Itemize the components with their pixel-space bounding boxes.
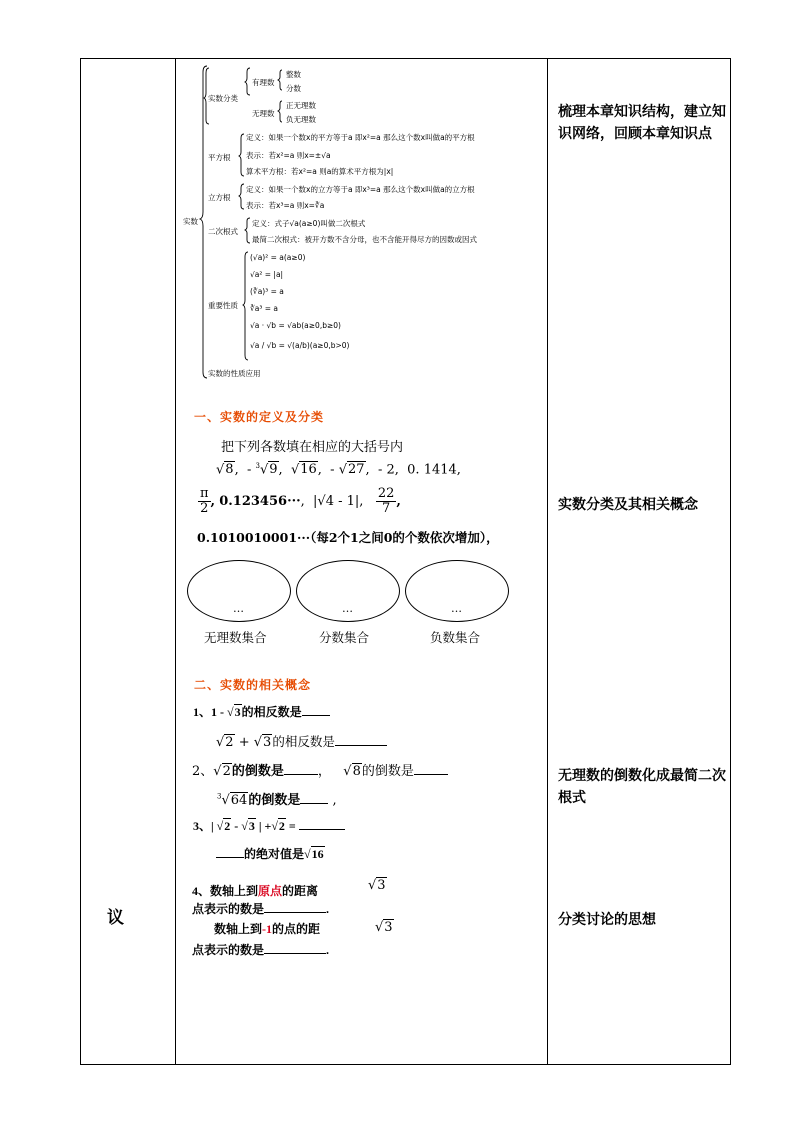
note-reciprocal: 无理数的倒数化成最简二次根式 xyxy=(558,768,726,806)
q4-answer-blank[interactable] xyxy=(264,900,326,913)
radical-brace xyxy=(245,218,250,243)
tree-integer: 整数 xyxy=(286,70,301,79)
q2b-answer-blank[interactable] xyxy=(300,791,328,804)
tree-root: 实数 xyxy=(183,217,198,226)
numbers-row-2: $\frac{\pi}{2}$ , 0.123456···, |√4 - 1|, $\frac{22}{7}$ , xyxy=(200,486,401,516)
tree-sr-def: 定义：如果一个数x的平方等于a 即x²=a 那么这个数x叫做a的平方根 xyxy=(246,133,475,142)
tree-square-root: 平方根 xyxy=(208,153,231,162)
rational-brace xyxy=(245,68,250,95)
tree-cr-rep: 表示：若x³=a 则x=∛a xyxy=(246,201,325,210)
set-irrational-label: 无理数集合 xyxy=(204,630,267,645)
question-1b: √2 + √3的相反数是 xyxy=(216,732,387,750)
num-sqrt16: 16 xyxy=(300,462,317,478)
q4b-sqrt3: √3 xyxy=(375,920,393,935)
q4-sqrt3: √3 xyxy=(368,878,386,893)
question-3: 3、| √2 - √3 | +√2 = xyxy=(193,817,345,834)
tree-rational: 有理数 xyxy=(252,78,275,87)
num-pi-over-2: $\frac{\pi}{2}$ xyxy=(200,486,209,516)
num-sqrt8: 8 xyxy=(225,462,234,478)
numbers-row-3: 0.1010010001···（每2个1之间0的个数依次增加）， xyxy=(197,530,499,545)
num-sqrt27: 27 xyxy=(348,462,365,478)
set-fraction-dots: … xyxy=(342,602,353,615)
tree-sr-rep: 表示：若x²=a 则x=±√a xyxy=(246,151,331,160)
cube-root-brace xyxy=(239,184,244,209)
q3-answer-blank[interactable] xyxy=(299,817,345,830)
num-repeating: 0.123456··· xyxy=(219,494,301,509)
tree-prop-4: ∛a³ = a xyxy=(250,304,279,313)
tree-radical: 二次根式 xyxy=(208,227,238,236)
section-1-title: 一、实数的定义及分类 xyxy=(194,410,325,424)
tree-apply: 实数的性质应用 xyxy=(208,369,261,378)
tree-classify: 实数分类 xyxy=(208,94,238,103)
section-2-title: 二、实数的相关概念 xyxy=(194,678,312,692)
question-4b-line2: 点表示的数是 . xyxy=(192,943,330,957)
tree-prop-1: (√a)² = a(a≥0) xyxy=(250,253,306,262)
question-2b: $^3$√64的倒数是 , xyxy=(217,792,337,808)
note-knowledge-structure: 梳理本章知识结构，建立知识网络，回顾本章知识点 xyxy=(558,104,726,142)
tree-prop-3: (∛a)³ = a xyxy=(250,287,284,296)
tree-prop-2: √a² = |a| xyxy=(250,270,284,279)
num-abs: 4 - 1 xyxy=(325,494,355,509)
section-1-instruction: 把下列各数填在相应的大括号内 xyxy=(221,440,404,455)
question-1: 1、1 - √3的相反数是 xyxy=(193,703,330,720)
question-3b: 的绝对值是√16 xyxy=(216,845,325,862)
set-negative-dots: … xyxy=(451,602,462,615)
tree-fraction: 分数 xyxy=(286,84,301,93)
tree-rad-simp: 最简二次根式：被开方数不含分母，也不含能开得尽方的因数或因式 xyxy=(252,235,477,244)
q1b-answer-blank[interactable] xyxy=(335,733,387,746)
num-22-over-7: $\frac{22}{7}$ xyxy=(377,486,395,516)
tree-neg-irrational: 负无理数 xyxy=(286,115,316,124)
tree-cr-def: 定义：如果一个数x的立方等于a 即x³=a 那么这个数x叫做a的立方根 xyxy=(246,185,475,194)
question-4: 4、数轴上到原点的距离 xyxy=(192,884,319,898)
q3b-answer-blank[interactable] xyxy=(216,845,244,858)
integer-fraction-brace xyxy=(278,70,282,90)
tree-prop-5: √a · √b = √ab(a≥0,b≥0) xyxy=(250,321,341,330)
q2-answer-blank-1[interactable] xyxy=(284,762,318,775)
tree-irrational: 无理数 xyxy=(252,109,275,118)
question-4-line2: 点表示的数是 . xyxy=(192,902,330,916)
tree-prop-6: √a / √b = √(a/b)(a≥0,b>0) xyxy=(250,341,350,350)
tree-cube-root: 立方根 xyxy=(208,193,231,202)
num-decimal: 0. 1414 xyxy=(407,462,457,478)
set-fraction-label: 分数集合 xyxy=(319,630,370,645)
q4b-answer-blank[interactable] xyxy=(264,941,326,954)
set-irrational-dots: … xyxy=(233,602,244,615)
numbers-row-1: √8, - $^3$√9, √16, - √27, - 2, 0. 1414, xyxy=(216,462,461,478)
tree-pos-irrational: 正无理数 xyxy=(286,101,316,110)
question-2: 2、√2的倒数是 ， √8的倒数是 xyxy=(192,760,448,779)
question-4b: 数轴上到-1的点的距 xyxy=(214,922,321,936)
num-cbrt9: 9 xyxy=(269,462,278,478)
note-case-discussion: 分类讨论的思想 xyxy=(558,912,656,928)
q2-answer-blank-2[interactable] xyxy=(414,762,448,775)
tree-sr-arith: 算术平方根：若x²=a 则a的算术平方根为|x| xyxy=(246,167,394,176)
num-neg2: 2 xyxy=(386,462,395,478)
q1-answer-blank[interactable] xyxy=(302,703,330,716)
tree-props: 重要性质 xyxy=(208,301,238,310)
tree-rad-def: 定义：式子√a(a≥0)叫做二次根式 xyxy=(252,219,366,228)
side-label: 议 xyxy=(107,908,124,928)
square-root-brace xyxy=(239,134,244,176)
props-brace xyxy=(243,252,248,360)
set-negative-label: 负数集合 xyxy=(430,630,481,645)
note-classification: 实数分类及其相关概念 xyxy=(558,497,698,513)
irrational-brace xyxy=(278,101,282,122)
